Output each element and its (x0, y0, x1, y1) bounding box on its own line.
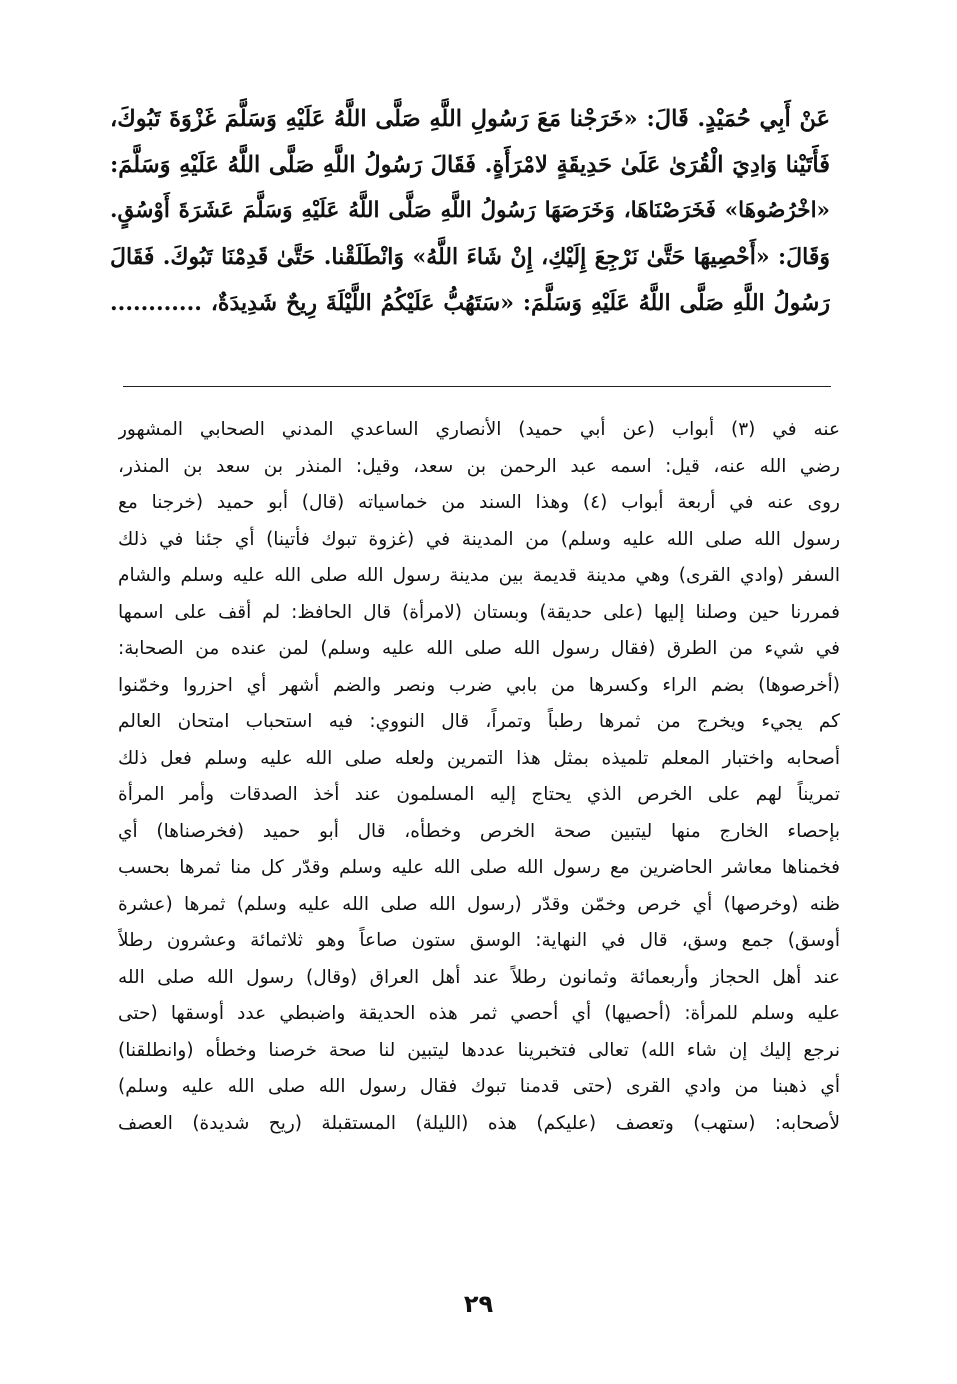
hadith-line: «اخْرُصُوهَا» فَخَرَصْنَاهَا، وَخَرَصَهَا رَسُولُ اللَّهِ صَلَّى اللَّهُ عَلَيْهِ وَسَلَّمَ عَشَرَةَ أَوْسُقٍ. (110, 198, 830, 223)
hadith-text (110, 96, 830, 326)
commentary-text (118, 412, 840, 1142)
commentary-line: أوسق) جمع وسق، قال في النهاية: الوسق ستون صاعاً وهو ثلاثمائة وعشرون رطلاً (118, 930, 840, 951)
commentary-line: روى عنه في أربعة أبواب (٤) وهذا السند من خماسياته (قال) أبو حميد (خرجنا مع (118, 492, 840, 513)
commentary-line: فمررنا حين وصلنا إليها (على حديقة) وبستان (لامرأة) قال الحافظ: لم أقف على اسمها (118, 601, 840, 623)
hadith-line: رَسُولُ اللَّهِ صَلَّى اللَّهُ عَلَيْهِ وَسَلَّمَ: «سَتَهُبُّ عَلَيْكُمُ اللَّيْلَةَ رِيحٌ شَدِيدَةٌ، ............ (110, 290, 830, 316)
commentary-line: أي ذهبنا من وادي القرى (حتى قدمنا تبوك فقال رسول الله صلى الله عليه وسلم) (118, 1076, 840, 1097)
commentary-line: فخمناها معاشر الحاضرين مع رسول الله صلى الله عليه وسلم وقدّر كل منا ثمرها بحسب (118, 857, 840, 878)
commentary-line: تمريناً لهم على الخرص الذي يحتاج إليه المسلمون عند أخذ الصدقات وأمر المرأة (118, 784, 840, 805)
hadith-line: فَأَتَيْنا وَادِيَ الْقُرَىٰ عَلَىٰ حَدِيقَةٍ لامْرَأَةٍ. فَقَالَ رَسُولُ اللَّهِ صَلَّى اللَّهُ عَلَيْهِ وَسَلَّمَ: (110, 152, 830, 178)
commentary-line: أصحابه واختبار المعلم تلميذه بمثل هذا التمرين ولعله صلى الله عليه وسلم فعل ذلك (118, 747, 840, 769)
commentary-line: نرجع إليك إن شاء الله) تعالى فتخبرينا عددها ليتبين لنا صحة خرصنا وخطأه (وانطلقنا) (118, 1039, 840, 1061)
commentary-line: لأصحابه: (ستهب) وتعصف (عليكم) هذه (الليلة) المستقبلة (ريح شديدة) العصف (118, 1112, 840, 1134)
hadith-line: وَقَالَ: «أَحْصِيهَا حَتَّىٰ نَرْجِعَ إِلَيْكِ، إِنْ شَاءَ اللَّهُ» وَانْطَلَقْنا. حَتَّىٰ قَدِمْنَا تَبُوكَ. فَقَالَ (110, 244, 830, 270)
commentary-line: عنه في (٣) أبواب (عن أبي حميد) الأنصاري الساعدي المدني الصحابي المشهور (118, 419, 840, 440)
commentary-line: بإحصاء الخارج منها ليتبين صحة الخرص وخطأه، قال أبو حميد (فخرصناها) أي (118, 820, 840, 842)
commentary-line: عند أهل الحجاز وأربعمائة وثمانون رطلاً عند أهل العراق (وقال) رسول الله صلى الله (118, 966, 840, 988)
commentary-line: (أخرصوها) بضم الراء وكسرها من بابي ضرب ونصر والضم أشهر أي احزروا وخمّنوا (118, 674, 840, 696)
commentary-line: رضي الله عنه، قيل: اسمه عبد الرحمن بن سعد، وقيل: المنذر بن سعد بن المنذر، (118, 455, 840, 477)
hadith-line: عَنْ أَبِي حُمَيْدٍ. قَالَ: «خَرَجْنا مَعَ رَسُولِ اللَّهِ صَلَّى اللَّهُ عَلَيْهِ وَسَلَّمَ غَزْوَةَ تَبُوكَ، (110, 106, 830, 132)
footnote-divider (123, 386, 831, 387)
commentary-line: ظنه (وخرصها) أي خرص وخمّن وقدّر (رسول الله صلى الله عليه وسلم) ثمرها (عشرة (118, 893, 840, 915)
page-number: ٢٩ (463, 1290, 494, 1318)
commentary-line: كم يجيء ويخرج من ثمرها رطباً وتمراً، قال النووي: فيه استحباب امتحان العالم (118, 711, 840, 732)
commentary-line: السفر (وادي القرى) وهي مدينة قديمة بين مدينة رسول الله صلى الله عليه وسلم والشام (118, 565, 840, 586)
commentary-line: في شيء من الطرق (فقال رسول الله صلى الله عليه وسلم) لمن عنده من الصحابة: (118, 638, 840, 659)
commentary-line: عليه وسلم للمرأة: (أحصيها) أي أحصي ثمر هذه الحديقة واضبطي عدد أوسقها (حتى (118, 1003, 840, 1024)
commentary-line: رسول الله صلى الله عليه وسلم) من المدينة في (غزوة تبوك فأتينا) أي جئنا في ذلك (118, 528, 840, 550)
